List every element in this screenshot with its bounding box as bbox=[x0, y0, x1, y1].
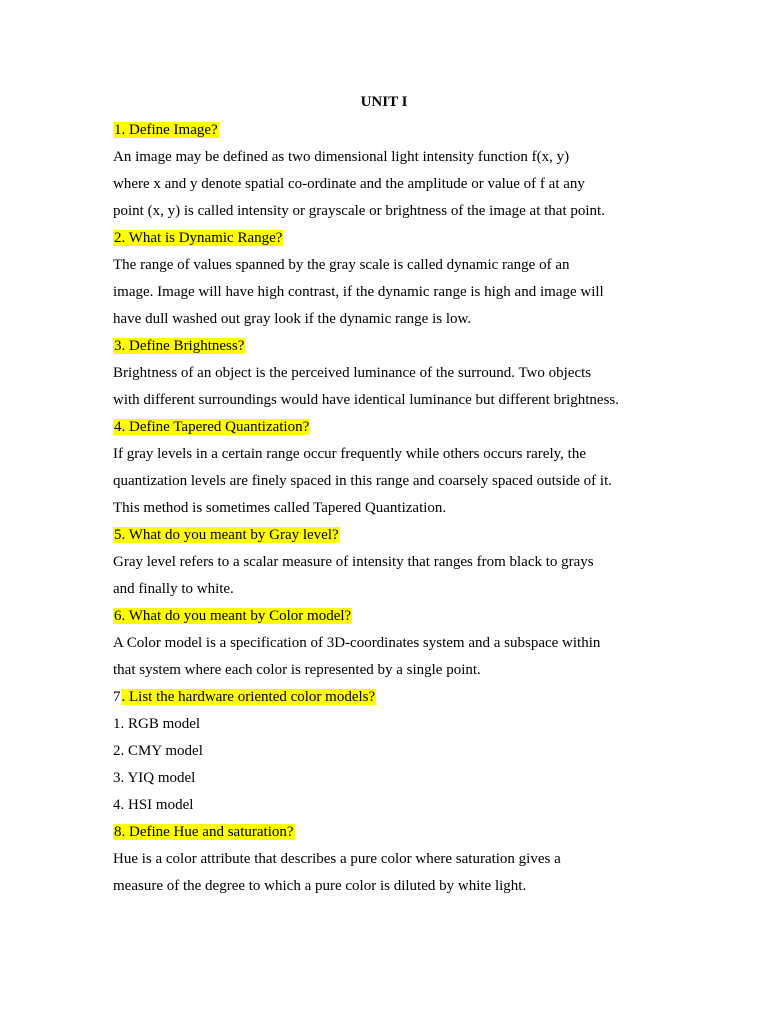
answer-2-line-3: have dull washed out gray look if the dynamic range is low. bbox=[113, 311, 472, 327]
answer-7-line-1: 1. RGB model bbox=[113, 716, 201, 732]
answer-1-line-1: An image may be defined as two dimensional light intensity function f(x, y) bbox=[113, 149, 570, 165]
question-1-text: Define Image? bbox=[125, 122, 218, 138]
answer-5-line-1: Gray level refers to a scalar measure of intensity that ranges from black to grays bbox=[113, 554, 594, 570]
question-3 bbox=[113, 333, 653, 360]
question-6-number: 6. bbox=[114, 608, 126, 624]
question-5-text: What do you meant by Gray level? bbox=[125, 527, 339, 543]
answer-4-line-1: If gray levels in a certain range occur frequently while others occurs rarely, the bbox=[113, 446, 586, 462]
question-4 bbox=[113, 414, 653, 441]
answer-4-line-2: quantization levels are finely spaced in this range and coarsely spaced outside of it. bbox=[113, 473, 612, 489]
question-4-number: 4. bbox=[114, 419, 126, 435]
question-5 bbox=[113, 522, 653, 549]
question-1-highlight bbox=[113, 122, 219, 138]
question-7-text: . List the hardware oriented color models? bbox=[121, 689, 376, 705]
question-3-text: Define Brightness? bbox=[125, 338, 245, 354]
question-2-number: 2. bbox=[114, 230, 126, 246]
question-6-text: What do you meant by Color model? bbox=[125, 608, 352, 624]
question-3-highlight bbox=[113, 338, 245, 354]
question-6-highlight bbox=[113, 608, 352, 624]
question-5-highlight bbox=[113, 527, 340, 543]
question-8-text: Define Hue and saturation? bbox=[125, 824, 294, 840]
question-8-number: 8. bbox=[114, 824, 126, 840]
answer-3-line-1: Brightness of an object is the perceived luminance of the surround. Two objects bbox=[113, 365, 592, 381]
question-7 bbox=[113, 684, 653, 711]
answer-7-line-3: 3. YIQ model bbox=[113, 770, 196, 786]
answer-5-line-2: and finally to white. bbox=[113, 581, 234, 597]
qa-content bbox=[113, 117, 653, 900]
question-6 bbox=[113, 603, 653, 630]
question-7-highlight bbox=[121, 689, 377, 705]
answer-4-line-3: This method is sometimes called Tapered Quantization. bbox=[113, 500, 447, 516]
answer-8-line-2: measure of the degree to which a pure color is diluted by white light. bbox=[113, 878, 527, 894]
question-5-number: 5. bbox=[114, 527, 126, 543]
question-2 bbox=[113, 225, 653, 252]
question-8-highlight bbox=[113, 824, 295, 840]
question-4-text: Define Tapered Quantization? bbox=[125, 419, 310, 435]
question-7-number: 7 bbox=[113, 689, 121, 705]
question-2-text: What is Dynamic Range? bbox=[125, 230, 283, 246]
question-1-number: 1. bbox=[114, 122, 126, 138]
answer-3-line-2: with different surroundings would have identical luminance but different brightness. bbox=[113, 392, 619, 408]
answer-2-line-2: image. Image will have high contrast, if the dynamic range is high and image will bbox=[113, 284, 604, 300]
answer-6-line-1: A Color model is a specification of 3D-coordinates system and a subspace within bbox=[113, 635, 601, 651]
question-1 bbox=[113, 117, 653, 144]
question-2-highlight bbox=[113, 230, 283, 246]
answer-1-line-2: where x and y denote spatial co-ordinate and the amplitude or value of f at any bbox=[113, 176, 585, 192]
answer-7-line-2: 2. CMY model bbox=[113, 743, 203, 759]
answer-1-line-3: point (x, y) is called intensity or grayscale or brightness of the image at that point. bbox=[113, 203, 605, 219]
question-4-highlight bbox=[113, 419, 310, 435]
answer-8-line-1: Hue is a color attribute that describes a pure color where saturation gives a bbox=[113, 851, 561, 867]
page-title: UNIT I bbox=[360, 94, 408, 110]
question-8 bbox=[113, 819, 653, 846]
answer-6-line-2: that system where each color is represented by a single point. bbox=[113, 662, 481, 678]
answer-2-line-1: The range of values spanned by the gray scale is called dynamic range of an bbox=[113, 257, 570, 273]
question-3-number: 3. bbox=[114, 338, 126, 354]
answer-7-line-4: 4. HSI model bbox=[113, 797, 194, 813]
